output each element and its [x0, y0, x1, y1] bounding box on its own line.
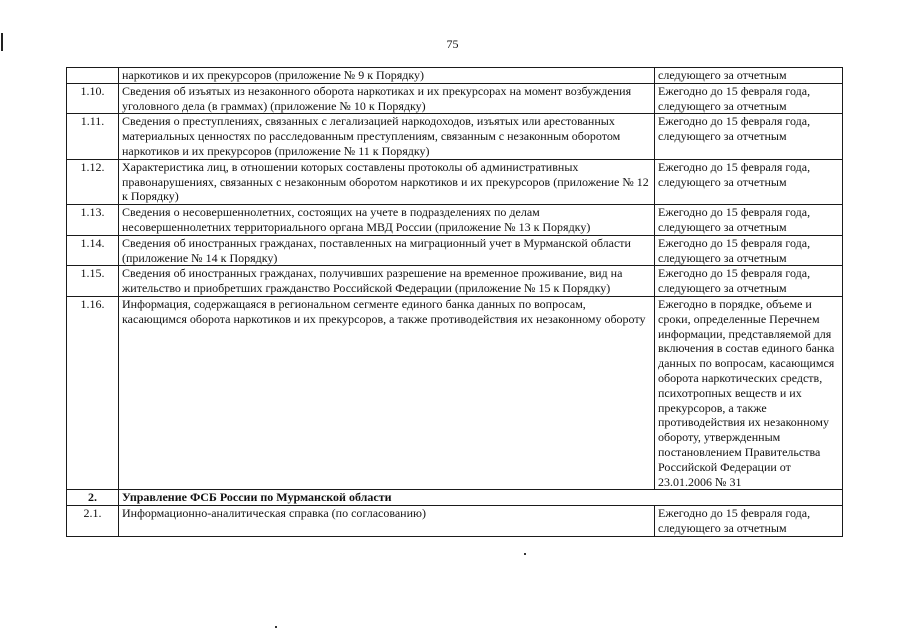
row-number: 1.12.: [67, 159, 119, 204]
table-row: [67, 68, 843, 84]
table-row: [67, 235, 843, 266]
row-number: 2.1.: [67, 506, 119, 537]
row-number: [67, 68, 119, 84]
table-row: [67, 506, 843, 537]
scan-dot: [275, 626, 277, 628]
section-row: [67, 490, 843, 506]
table-row: [67, 114, 843, 159]
scan-dot: [524, 553, 526, 555]
page-number: 75: [446, 37, 459, 51]
row-deadline: Ежегодно до 15 февраля года, следующего за отчетным: [655, 114, 843, 159]
row-deadline: Ежегодно до 15 февраля года, следующего за отчетным: [655, 506, 843, 537]
table-row: [67, 296, 843, 489]
table-row: [67, 159, 843, 204]
row-description: Информационно-аналитическая справка (по согласованию): [119, 506, 655, 537]
row-deadline: Ежегодно в порядке, объеме и сроки, определенные Перечнем информации, представляемой для включения в состав единого банка данных по вопросам, касающимся оборота наркотических средств, психотропных веществ и их прекурсоров, а также противодействия их незаконному обороту, утвержденным постановлением Правительства Российской Федерации от 23.01.2006 № 31: [655, 296, 843, 489]
row-description: Сведения об иностранных гражданах, получивших разрешение на временное проживание, вид на жительство и приобретших гражданство Российской Федерации (приложение № 15 к Порядку): [119, 266, 655, 297]
row-number: 1.13.: [67, 205, 119, 236]
row-deadline: Ежегодно до 15 февраля года, следующего за отчетным: [655, 235, 843, 266]
row-description: Характеристика лиц, в отношении которых составлены протоколы об административных правонарушениях, связанных с незаконным оборотом наркотиков и их прекурсоров (приложение № 12 к Порядку): [119, 159, 655, 204]
row-number: 1.11.: [67, 114, 119, 159]
row-deadline: Ежегодно до 15 февраля года, следующего за отчетным: [655, 205, 843, 236]
report-table: [66, 67, 843, 537]
table-row: [67, 266, 843, 297]
row-number: 1.10.: [67, 83, 119, 114]
section-number: 2.: [67, 490, 119, 506]
row-description: Информация, содержащаяся в региональном сегменте единого банка данных по вопросам, касающимся оборота наркотиков и их прекурсоров, а также противодействия их незаконному обороту: [119, 296, 655, 489]
row-deadline: Ежегодно до 15 февраля года, следующего за отчетным: [655, 266, 843, 297]
section-title: Управление ФСБ России по Мурманской области: [119, 490, 843, 506]
row-deadline: Ежегодно до 15 февраля года, следующего за отчетным: [655, 83, 843, 114]
table-row: [67, 83, 843, 114]
row-description: Сведения о несовершеннолетних, состоящих на учете в подразделениях по делам несовершеннолетних территориального органа МВД России (приложение № 13 к Порядку): [119, 205, 655, 236]
table-row: [67, 205, 843, 236]
row-deadline: Ежегодно до 15 февраля года, следующего за отчетным: [655, 159, 843, 204]
row-deadline: следующего за отчетным: [655, 68, 843, 84]
row-number: 1.15.: [67, 266, 119, 297]
row-description: Сведения об изъятых из незаконного оборота наркотиках и их прекурсорах на момент возбуждения уголовного дела (в граммах) (приложение № 10 к Порядку): [119, 83, 655, 114]
row-description: Сведения о преступлениях, связанных с легализацией наркодоходов, изъятых или арестованных материальных ценностях по расследованным преступлениям, связанным с незаконным оборотом наркотиков и их прекурсоров (приложение № 11 к Порядку): [119, 114, 655, 159]
row-number: 1.16.: [67, 296, 119, 489]
row-description: наркотиков и их прекурсоров (приложение № 9 к Порядку): [119, 68, 655, 84]
row-number: 1.14.: [67, 235, 119, 266]
row-description: Сведения об иностранных гражданах, поставленных на миграционный учет в Мурманской области (приложение № 14 к Порядку): [119, 235, 655, 266]
